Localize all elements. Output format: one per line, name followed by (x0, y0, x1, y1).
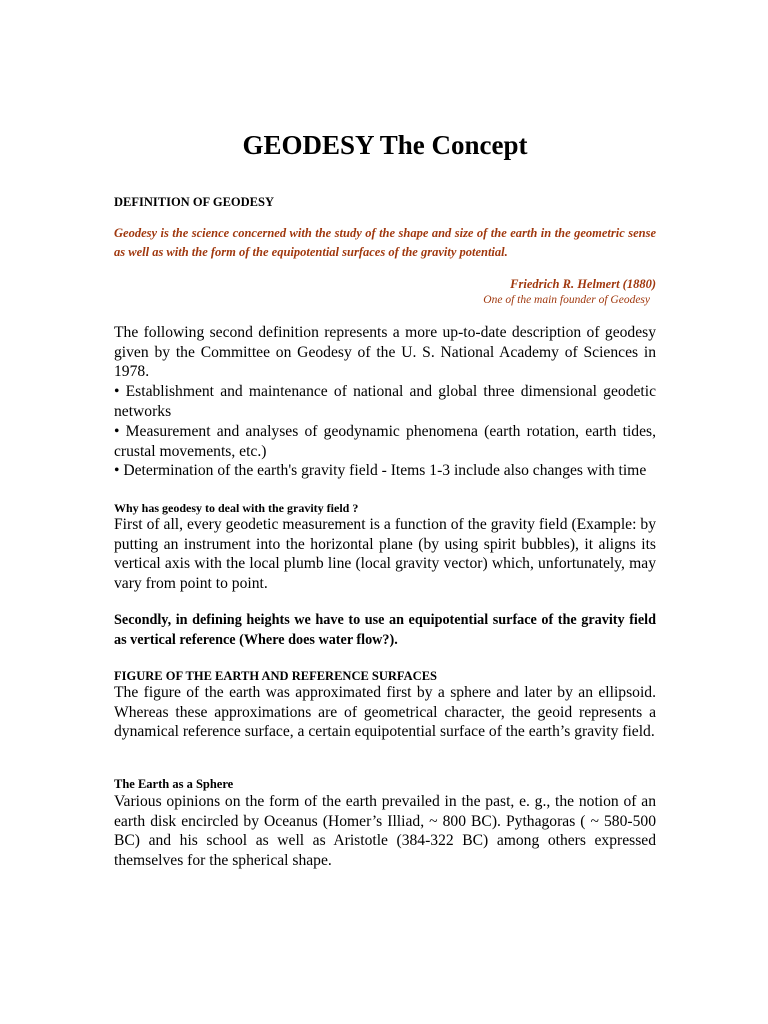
figure-heading: FIGURE OF THE EARTH AND REFERENCE SURFACES (114, 669, 437, 683)
gravity-question-heading: Why has geodesy to deal with the gravity field ? (114, 501, 359, 515)
sphere-paragraph: Various opinions on the form of the earth prevailed in the past, e. g., the notion of an earth disk encircled by Oceanus (Homer’s Illiad, ~ 800 BC). Pythagoras ( ~ 580-500 BC) and his school as well as Aristotle (384-322 BC) among others expressed themselves for the spherical shape. (114, 793, 656, 869)
figure-paragraph: The figure of the earth was approximated first by a sphere and later by an ellipsoid. Whereas these approximations are of geometrical character, the geoid represents a dynamical reference surface, a certain equipotential surface of the earth’s gravity field. (114, 684, 656, 740)
gravity-answer-paragraph: First of all, every geodetic measurement is a function of the gravity field (Example: by putting an instrument into the horizontal plane (by using spirit bubbles), it aligns its vertical axis with the local plumb line (local gravity vector) which, unfortunately, may vary from point to point. (114, 516, 656, 592)
page-title: GEODESY The Concept (242, 130, 528, 160)
quote-author: Friedrich R. Helmert (1880) (510, 277, 656, 291)
second-definition-paragraph: The following second definition represents a more up-to-date description of geodesy given by the Committee on Geodesy of the U. S. National Academy of Sciences in 1978. (114, 324, 656, 380)
sphere-heading: The Earth as a Sphere (114, 777, 234, 791)
definition-heading: DEFINITION OF GEODESY (114, 195, 274, 209)
helmert-quote: Geodesy is the science concerned with the study of the shape and size of the earth in the geometric sense as well as with the form of the equipotential surfaces of the gravity potential. (114, 226, 656, 259)
bullet-item: • Measurement and analyses of geodynamic phenomena (earth rotation, earth tides, crustal movements, etc.) (114, 423, 656, 460)
heights-paragraph: Secondly, in defining heights we have to use an equipotential surface of the gravity field as vertical reference (Where does water flow?). (114, 612, 656, 648)
quote-author-role: One of the main founder of Geodesy (483, 294, 650, 306)
bullet-item: • Determination of the earth's gravity field - Items 1-3 include also changes with time (114, 462, 647, 479)
bullet-item: • Establishment and maintenance of national and global three dimensional geodetic networks (114, 383, 656, 420)
